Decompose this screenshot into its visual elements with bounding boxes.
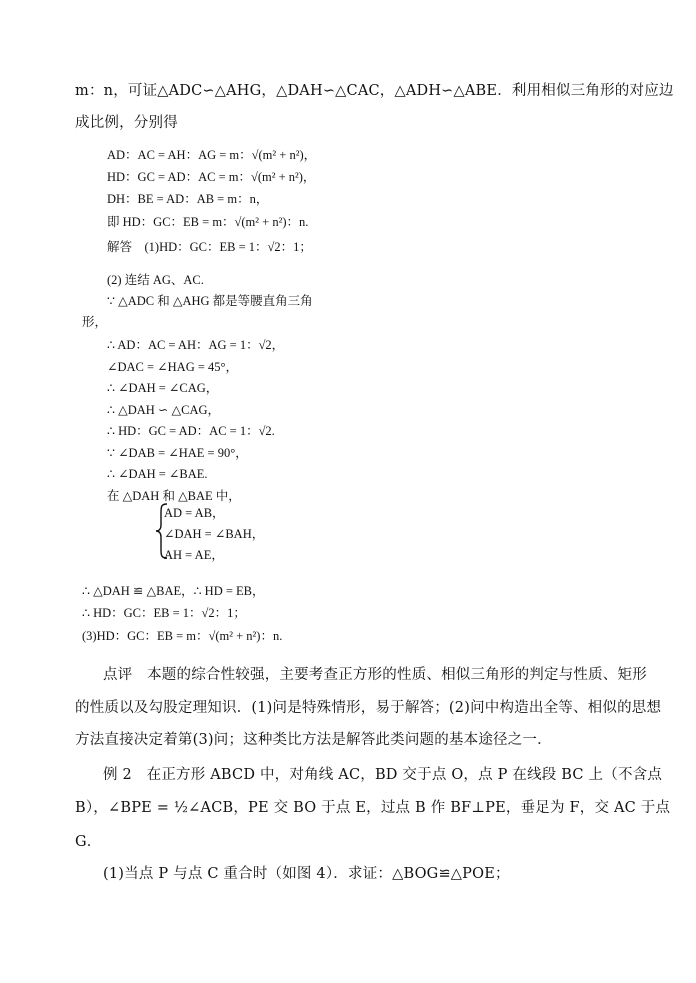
- solution-part-2-heading: (2) 连结 AG、AC.: [107, 273, 204, 287]
- proof-step: 在 △DAH 和 △BAE 中，: [107, 489, 241, 503]
- solution-part-2-reason-b: 形，: [82, 315, 108, 329]
- proof-step: ∴ △DAH ∽ △CAG，: [107, 403, 221, 417]
- proof-step: ∠DAC = ∠HAG = 45°，: [107, 360, 239, 374]
- intro-line-1: m：n，可证△ADC∽△AHG，△DAH∽△CAC，△ADH∽△ABE．利用相似三角形的对应边: [75, 83, 674, 99]
- solution-part-3: (3)HD：GC：EB = m：√(m² + n²)：n.: [82, 629, 283, 643]
- brace-item: AD = AB，: [164, 506, 225, 520]
- comment-line-3: 方法直接决定着第(3)问；这种类比方法是解答此类问题的基本途径之一．: [75, 732, 552, 748]
- equation-3: DH：BE = AD：AB = m：n，: [107, 192, 269, 206]
- solution-part-1: 解答 (1)HD：GC：EB = 1：√2：1；: [107, 240, 312, 254]
- example-2-line-2: B），∠BPE = ½∠ACB，PE 交 BO 于点 E，过点 B 作 BF⊥PE，垂足为 F，交 AC 于点: [75, 800, 671, 816]
- conclusion-1: ∴ △DAH ≌ △BAE，∴ HD = EB，: [82, 584, 265, 598]
- proof-step: ∴ HD：GC = AD：AC = 1：√2.: [107, 424, 275, 438]
- proof-step: ∵ ∠DAB = ∠HAE = 90°，: [107, 446, 248, 460]
- proof-step: ∴ ∠DAH = ∠CAG，: [107, 381, 219, 395]
- example-2-question-1: (1)当点 P 与点 C 重合时（如图 4）．求证：△BOG≌△POE；: [103, 866, 510, 882]
- solution-part-2-reason-a: ∵ △ADC 和 △AHG 都是等腰直角三角: [107, 294, 313, 308]
- proof-step: ∴ ∠DAH = ∠BAE.: [107, 467, 208, 481]
- brace-item: AH = AE，: [164, 548, 224, 562]
- intro-line-2: 成比例，分别得: [75, 115, 178, 131]
- comment-line-1: 点评 本题的综合性较强，主要考查正方形的性质、相似三角形的判定与性质、矩形: [103, 667, 647, 683]
- equation-2: HD：GC = AD：AC = m：√(m² + n²)，: [107, 170, 316, 184]
- brace-item: ∠DAH = ∠BAH，: [164, 527, 265, 541]
- example-2-line-3: G．: [75, 834, 102, 850]
- equation-1: AD：AC = AH：AG = m：√(m² + n²)，: [107, 148, 317, 162]
- conclusion-2: ∴ HD：GC：EB = 1：√2：1；: [82, 606, 246, 620]
- proof-step: ∴ AD：AC = AH：AG = 1：√2，: [107, 338, 285, 352]
- comment-line-2: 的性质以及勾股定理知识．(1)问是特殊情形，易于解答；(2)问中构造出全等、相似的思想: [75, 700, 662, 716]
- example-2-line-1: 例 2 在正方形 ABCD 中，对角线 AC，BD 交于点 O，点 P 在线段 BC 上（不含点: [103, 767, 663, 783]
- equation-4: 即 HD：GC：EB = m：√(m² + n²)：n.: [107, 215, 309, 229]
